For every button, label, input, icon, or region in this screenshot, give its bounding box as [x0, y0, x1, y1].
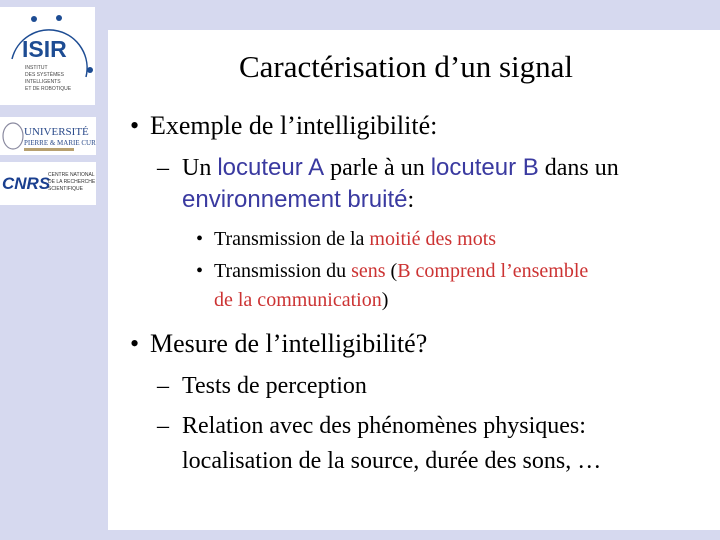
section-1-heading: Exemple de l’intelligibilité:	[150, 111, 438, 140]
highlight-half-words: moitié des mots	[369, 228, 497, 250]
slide-title: Caractérisation d’un signal	[238, 49, 573, 84]
upmc-underline	[24, 148, 74, 151]
cnrs-mark: CNRS	[2, 174, 51, 193]
upmc-line-1: UNIVERSITÉ	[24, 126, 89, 138]
isir-sub-3: INTELLIGENTS	[25, 79, 61, 85]
highlight-noisy-environment: environnement bruité	[182, 186, 408, 213]
isir-dot-3	[87, 67, 93, 73]
highlight-communication: de la communication	[214, 289, 382, 311]
cnrs-line-1: CENTRE NATIONAL	[48, 172, 95, 178]
sub-physical-phenomena-line-1: Relation avec des phénomènes physiques:	[182, 413, 586, 439]
item-text: Transmission de la	[214, 228, 370, 250]
upmc-emblem	[3, 123, 23, 149]
isir-logo	[0, 7, 95, 105]
section-1-sub-line-1	[182, 153, 619, 183]
highlight-speaker-a: locuteur A	[217, 154, 325, 181]
item-meaning-line-2	[214, 287, 388, 313]
bullet-marker: •	[196, 260, 204, 282]
section-2-heading: Mesure de l’intelligibilité?	[150, 329, 428, 358]
item-text: (	[385, 260, 398, 282]
upmc-logo-graphic	[0, 117, 96, 155]
highlight-b-understands: B comprend l’ensemble	[397, 260, 589, 282]
sub-text: Un	[182, 155, 218, 181]
item-meaning-line-1	[214, 258, 588, 284]
section-1-sub-line-2	[182, 185, 414, 215]
cnrs-logo	[0, 162, 96, 205]
sub-physical-phenomena-line-2: localisation de la source, durée des sons, …	[182, 448, 602, 474]
dash-marker: –	[157, 373, 169, 399]
isir-dot-2	[56, 15, 62, 21]
cnrs-logo-graphic	[0, 162, 96, 205]
dash-marker: –	[157, 155, 169, 181]
item-text: Transmission du	[214, 260, 352, 282]
upmc-line-2: PIERRE & MARIE CURIE	[24, 139, 96, 147]
bullet-marker: •	[130, 111, 140, 140]
sub-text: dans un	[538, 155, 619, 181]
bullet-marker: •	[196, 228, 204, 250]
isir-sub-4: ET DE ROBOTIQUE	[25, 86, 72, 92]
highlight-speaker-b: locuteur B	[430, 154, 539, 181]
isir-mark: ISIR	[22, 36, 67, 62]
isir-sub-2: DES SYSTÈMES	[25, 72, 64, 78]
sub-text: parle à un	[324, 155, 431, 181]
cnrs-line-3: SCIENTIFIQUE	[48, 186, 84, 192]
highlight-meaning: sens	[351, 260, 386, 282]
isir-sub-1: INSTITUT	[25, 65, 48, 71]
sub-text: :	[407, 187, 415, 213]
upmc-logo	[0, 117, 96, 155]
dash-marker: –	[157, 413, 169, 439]
item-half-words	[214, 226, 496, 252]
sub-perception-tests: Tests de perception	[182, 373, 367, 399]
cnrs-line-2: DE LA RECHERCHE	[48, 179, 96, 185]
isir-logo-graphic	[0, 7, 95, 105]
bullet-marker: •	[130, 329, 140, 358]
isir-dot-1	[31, 16, 37, 22]
item-text: )	[381, 289, 389, 311]
